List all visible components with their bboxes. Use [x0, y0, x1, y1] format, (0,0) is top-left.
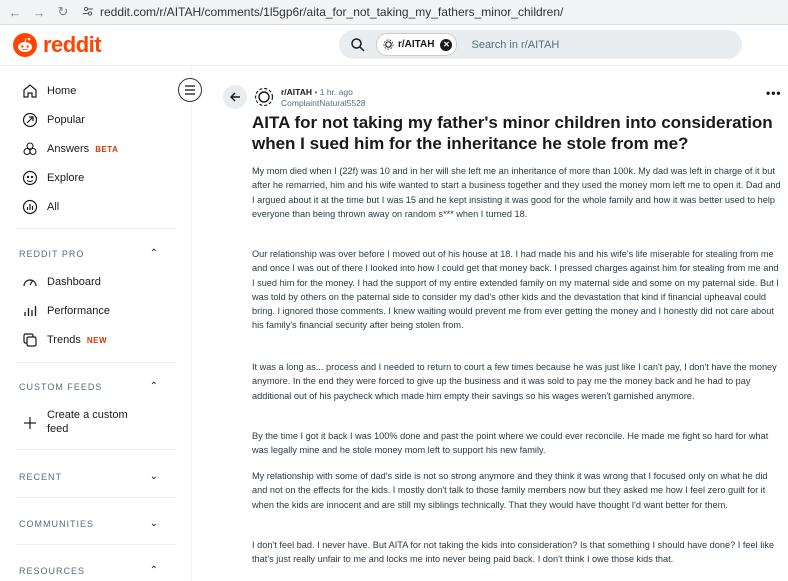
- post-title: AITA for not taking my father's minor children into consideration when I sued him for the inheritance he stole from me?: [252, 113, 773, 153]
- post-time-separator: •: [314, 87, 320, 97]
- chevron-up-icon: ⌃: [149, 381, 159, 392]
- search-input[interactable]: Search in r/AITAH: [471, 38, 560, 51]
- sidebar-divider: [16, 362, 176, 363]
- search-subreddit-chip[interactable]: [376, 33, 457, 56]
- post-time: 1 hr. ago: [319, 87, 353, 97]
- sidebar-item-label: Popular: [47, 114, 85, 126]
- chevron-down-icon: ⌄: [149, 518, 159, 529]
- section-title: REDDIT PRO: [19, 248, 85, 259]
- sidebar-item-popular[interactable]: [21, 111, 85, 129]
- chevron-up-icon: ⌃: [149, 248, 159, 259]
- post-paragraph: I don't feel bad. I never have. But AITA for not taking the kids into consideration? Is that something I should have done? I feel like that's just really unfair to me and locks me into never being paid back. I don't think I owe those kids that.: [252, 540, 775, 565]
- author-link[interactable]: ComplaintNatural5528: [281, 98, 366, 108]
- create-feed-label-line1: Create a custom: [47, 409, 128, 421]
- sidebar-item-label: All: [47, 201, 60, 213]
- all-icon: [21, 198, 39, 216]
- clear-chip-icon[interactable]: ✕: [440, 39, 452, 51]
- section-reddit-pro[interactable]: [19, 248, 159, 259]
- address-bar[interactable]: reddit.com/r/AITAH/comments/1l5gp6r/aita_for_not_taking_my_fathers_minor_children/: [100, 5, 564, 19]
- subreddit-link[interactable]: r/AITAH: [281, 87, 313, 97]
- left-sidebar: [0, 66, 192, 581]
- post-paragraph: Our relationship was over before I moved out of his house at 18. I had made his and his wife's life miserable for stealing from me and once I was out of there I looked into how I could get that money back. I pressed charges against him for stealing from me and I sued him for the money. I had the support of my entire extended family on my maternal side and some on my paternal side. But I was told by others on the paternal side to consider my dad's other kids and the devastation that kind if financial upheaval could bring. I ignored those comments. I knew waiting would prevent me from ever getting the money and I honestly did not care about his family's financial security after being stolen from.: [252, 249, 779, 331]
- sidebar-divider: [16, 449, 176, 450]
- sidebar-item-dashboard[interactable]: [21, 273, 101, 291]
- sidebar-item-answers[interactable]: [21, 140, 118, 158]
- beta-badge: BETA: [95, 144, 119, 154]
- section-resources[interactable]: [19, 565, 159, 576]
- collapse-sidebar-button[interactable]: [178, 78, 202, 102]
- explore-icon: [21, 169, 39, 187]
- section-recent[interactable]: [19, 471, 159, 482]
- chevron-down-icon: ⌄: [149, 471, 159, 482]
- sidebar-item-label: Dashboard: [47, 276, 101, 288]
- logo-text: reddit: [43, 32, 102, 57]
- section-communities[interactable]: [19, 518, 159, 529]
- menu-icon: [184, 85, 196, 95]
- trends-icon: [21, 331, 39, 349]
- browser-toolbar: [0, 0, 788, 25]
- section-custom-feeds[interactable]: [19, 381, 159, 392]
- more-options-icon[interactable]: •••: [766, 86, 782, 100]
- plus-icon: [21, 414, 39, 432]
- search-bar[interactable]: [339, 30, 742, 59]
- search-chip-label: r/AITAH: [398, 39, 435, 50]
- popular-icon: [21, 111, 39, 129]
- reddit-logo[interactable]: [13, 32, 101, 58]
- arrow-left-icon: [229, 91, 241, 103]
- reload-icon[interactable]: ↻: [57, 4, 69, 19]
- sidebar-item-label: Trends: [47, 334, 81, 346]
- dashboard-icon: [21, 273, 39, 291]
- section-title: RESOURCES: [19, 565, 86, 576]
- sidebar-item-label: Performance: [47, 305, 110, 317]
- post-paragraph: By the time I got it back I was 100% done and past the point where we could ever reconcile. He made me fight so hard for what was legally mine and he stole money mom left to support his new family.: [252, 431, 769, 456]
- sidebar-item-performance[interactable]: [21, 302, 110, 320]
- search-icon: [350, 37, 366, 53]
- new-badge: NEW: [86, 335, 107, 345]
- sidebar-item-label: Home: [47, 85, 77, 97]
- site-info-icon[interactable]: [82, 5, 96, 20]
- section-title: COMMUNITIES: [19, 518, 94, 529]
- performance-icon: [21, 302, 39, 320]
- create-custom-feed-button[interactable]: [21, 408, 128, 436]
- sidebar-item-home[interactable]: [21, 82, 76, 100]
- snoo-icon: [13, 33, 37, 57]
- post-paragraph: My relationship with some of dad's side is not so strong anymore and they think it was wrong that I focused only on what he did and not on the effects for the kids. I mostly don't talk to those family members now but they asked me how I feel zero guilt for it when the kids are innocent and are still my siblings technically. That they would have thought I'd want better for them.: [252, 471, 768, 510]
- post-paragraph: It was a long as... process and I needed to return to court a few times because he was just like I can't pay, I don't have the money anymore. In the end they were forced to give up the business and it was sold to pay me the money back and he had to pay additional out of his paycheck which made him empty their savings so his wages weren't garnished anymore.: [252, 362, 777, 401]
- sidebar-item-trends[interactable]: [21, 331, 107, 349]
- site-header: [0, 25, 788, 66]
- sidebar-item-explore[interactable]: [21, 169, 84, 187]
- answers-icon: [21, 140, 39, 158]
- subreddit-chip-icon: [383, 39, 394, 50]
- section-title: CUSTOM FEEDS: [19, 381, 103, 392]
- create-feed-label-line2: feed: [47, 423, 69, 435]
- subreddit-icon[interactable]: [254, 87, 274, 107]
- sidebar-divider: [16, 228, 176, 229]
- sidebar-divider: [16, 544, 176, 545]
- back-arrow-icon[interactable]: ←: [8, 4, 22, 20]
- sidebar-divider: [16, 497, 176, 498]
- back-button[interactable]: [223, 85, 247, 109]
- sidebar-item-label: Explore: [47, 172, 85, 184]
- sidebar-item-all[interactable]: [21, 198, 59, 216]
- sidebar-item-label: Answers: [47, 143, 90, 155]
- post-meta: [281, 87, 366, 109]
- forward-arrow-icon[interactable]: →: [32, 4, 46, 20]
- post-paragraph: My mom died when I (22f) was 10 and in her will she left me an inheritance of more than 100k. My dad was left in charge of it but after he remarried, him and his wife wanted to start a business together and they used the money mom left me to open it. Dad and I argued about it at the time but I was 15 and he kept insisting it was good for the whole family and how it was better used to help everyone than being thrown away on random s*** when I turned 18.: [252, 166, 781, 219]
- chevron-up-icon: ⌃: [149, 565, 159, 576]
- home-icon: [21, 82, 39, 100]
- section-title: RECENT: [19, 471, 63, 482]
